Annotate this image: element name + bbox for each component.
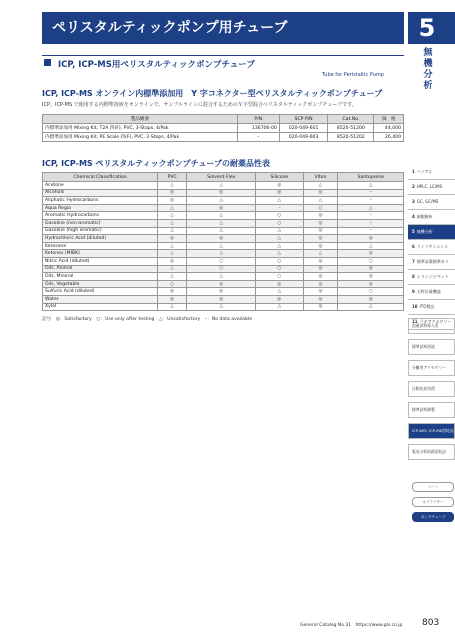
rating-cell: ◎	[187, 280, 256, 288]
category-pill[interactable]: ポンプチューブ	[412, 512, 454, 522]
table-row	[43, 250, 404, 258]
rating-cell: △	[256, 250, 303, 258]
sidebar-item-label: GC, GC/MS	[416, 199, 439, 204]
sidebar-item-2[interactable]	[408, 180, 455, 195]
rating-cell: ○	[256, 212, 303, 220]
rating-cell: △	[158, 204, 187, 212]
rating-cell: ◎	[303, 303, 338, 311]
sidebar-item-10[interactable]	[408, 300, 455, 315]
chapter-tab	[408, 12, 455, 44]
sidebar-item-label: シリンジピペット	[416, 274, 449, 279]
sidebar-item-6[interactable]	[408, 240, 455, 255]
table-row	[43, 227, 404, 235]
rating-cell: ◎	[303, 189, 338, 197]
rating-cell: ○	[338, 288, 404, 296]
rating-cell: △	[187, 242, 256, 250]
rating-cell: ◎	[303, 295, 338, 303]
table-row	[43, 235, 404, 243]
sidebar-item-4[interactable]	[408, 210, 455, 225]
chemical-name: Alcohols	[43, 189, 158, 197]
sidebar-item-3[interactable]	[408, 195, 455, 210]
rating-cell: △	[158, 227, 187, 235]
sidebar-item-number: 8	[412, 274, 415, 279]
column-header: 価 格	[374, 115, 404, 124]
sidebar-item-8[interactable]	[408, 270, 455, 285]
rating-cell: △	[187, 303, 256, 311]
page-title: ペリスタルティックポンプ用チューブ	[52, 20, 288, 36]
rating-cell: △	[256, 242, 303, 250]
rating-cell: △	[158, 250, 187, 258]
rating-cell: △	[158, 242, 187, 250]
sidebar-item-number: 2	[412, 184, 415, 189]
rating-cell: ◎	[303, 235, 338, 243]
sidebar-item-number: 1	[412, 169, 415, 174]
sub-sidebar-item[interactable]: 流量試料導入系	[408, 318, 455, 334]
sidebar-item-number: 11	[412, 319, 418, 324]
rating-cell: ◎	[338, 280, 404, 288]
column-header: Santoprene	[338, 173, 404, 182]
rating-cell: ◎	[303, 257, 338, 265]
column-header: Cat.No.	[328, 115, 374, 124]
rating-cell: △	[303, 182, 338, 190]
sidebar-item-label: HPLC, LC/MS	[416, 184, 443, 189]
rating-cell: ◎	[303, 212, 338, 220]
chemical-name: Aqua Regia	[43, 204, 158, 212]
rating-cell: ○	[158, 280, 187, 288]
sub-sidebar-item[interactable]: 自動化前処理	[408, 381, 455, 397]
column-header: P/N	[237, 115, 279, 124]
product-table	[42, 114, 404, 142]
table-row	[43, 257, 404, 265]
section-title: ICP, ICP-MS用ペリスタルティックポンプチューブ	[58, 60, 255, 70]
sidebar-item-number: 7	[412, 259, 415, 264]
category-pill[interactable]: コーン	[412, 482, 454, 492]
table-row	[43, 182, 404, 190]
sidebar-item-label: 天秤計量機器	[416, 289, 441, 294]
sidebar-item-label: 標準試薬標準ガス	[416, 259, 449, 264]
rating-cell: ◎	[303, 265, 338, 273]
rating-cell: ◎	[338, 273, 404, 281]
sidebar-item-number: 9	[412, 289, 415, 294]
rating-cell: ◎	[187, 288, 256, 296]
sidebar-item-number: 10	[412, 304, 418, 309]
rating-cell: △	[256, 288, 303, 296]
rating-cell: △	[338, 303, 404, 311]
rating-cell: ◎	[158, 197, 187, 205]
rating-cell: △	[303, 197, 338, 205]
rating-cell: –	[338, 212, 404, 220]
rating-cell: △	[256, 197, 303, 205]
sub-sidebar	[408, 318, 455, 465]
chemical-name: Nitric Acid (diluted)	[43, 257, 158, 265]
chemical-name: Oils, Animal	[43, 265, 158, 273]
rating-cell: ◎	[303, 242, 338, 250]
chemical-name: Gasoline (high aromatic)	[43, 227, 158, 235]
sub-sidebar-item[interactable]: ICP-AES, ICP-MS消耗品	[408, 423, 455, 439]
table-row	[43, 273, 404, 281]
rating-cell: △	[256, 227, 303, 235]
chemical-name: Sulfuric Acid (diluted)	[43, 288, 158, 296]
chemical-name: Xylol	[43, 303, 158, 311]
rating-cell: ○	[303, 204, 338, 212]
chemical-name: Acetone	[43, 182, 158, 190]
rating-cell: ◎	[256, 182, 303, 190]
section-subtitle: Tube for Peristaltic Pump	[322, 72, 384, 78]
rating-cell: –	[256, 204, 303, 212]
table-row: 内標準添加用 Mixing Kit, T2A 四(F), PVC, 3-Stops, 4/Pak 136706-00 020-049-601 8520-51200 44,000	[43, 124, 404, 133]
column-header: Silicone	[256, 173, 303, 182]
category-pill[interactable]: ネブライザー	[412, 497, 454, 507]
rating-cell: ◎	[158, 288, 187, 296]
rating-cell: △	[338, 182, 404, 190]
rating-cell: ◎	[338, 235, 404, 243]
chemical-name: Oils, Vegetable	[43, 280, 158, 288]
rating-cell: ◎	[158, 189, 187, 197]
rating-cell: ○	[187, 265, 256, 273]
rating-cell: ◎	[158, 295, 187, 303]
rating-cell: ◎	[256, 189, 303, 197]
section-marker-icon	[44, 59, 51, 66]
rating-cell: △	[158, 219, 187, 227]
rating-cell: △	[158, 303, 187, 311]
column-header: Solvent Flex	[187, 173, 256, 182]
table-row	[43, 197, 404, 205]
rating-cell: △	[303, 250, 338, 258]
table-row	[43, 303, 404, 311]
rating-cell: △	[158, 212, 187, 220]
sidebar-item-label: ラボアクセサリー	[419, 319, 452, 324]
rating-cell: △	[187, 197, 256, 205]
rating-cell: ◎	[256, 295, 303, 303]
footer-catalog: General Catalog No.31 https://www.gls.co.jp	[300, 623, 403, 628]
chemical-name: Kerosene	[43, 242, 158, 250]
chemical-name: Water	[43, 295, 158, 303]
legend: 記号 ◎：Satisfactory ○：Use only after testing △：Unsatisfactory –：No data available	[42, 317, 253, 322]
sidebar-item-label: バイアル	[416, 169, 433, 174]
rating-cell: △	[338, 242, 404, 250]
sidebar-item-5[interactable]	[408, 225, 455, 240]
table-row	[43, 204, 404, 212]
rating-cell: –	[338, 189, 404, 197]
rating-cell: △	[187, 273, 256, 281]
page-number: 803	[422, 618, 440, 628]
subsection-description: ICP、ICP-MS で使用する内標準溶液をオンラインで、サンプルラインに混合するためのＹ字型混合ペリスタルティックポンプチューブです。	[42, 102, 357, 108]
rating-cell: △	[187, 182, 256, 190]
header-subtitle: Tube for Peristaltic Pump	[322, 35, 384, 41]
chapter-sidebar	[408, 165, 455, 330]
rating-cell: ◎	[187, 204, 256, 212]
table-row	[43, 295, 404, 303]
sidebar-item-label: 無機分析	[416, 229, 433, 234]
rating-cell: ◎	[303, 227, 338, 235]
sidebar-item-label: ITO製品	[419, 304, 435, 309]
rating-cell: △	[187, 250, 256, 258]
rating-cell: –	[338, 197, 404, 205]
rating-cell: ○	[338, 257, 404, 265]
sidebar-item-9[interactable]	[408, 285, 455, 300]
rating-cell: –	[338, 227, 404, 235]
subsection-title: ICP, ICP-MS オンライン内標準添加用 Y 字コネクター型ペリスタルティックポンプチューブ	[42, 89, 383, 98]
rating-cell: ◎	[158, 257, 187, 265]
rating-cell: ◎	[303, 280, 338, 288]
sub-sidebar-item[interactable]: 分離用アクセサリー	[408, 360, 455, 376]
table-row	[43, 280, 404, 288]
rating-cell: ◎	[338, 250, 404, 258]
rating-cell: △	[187, 219, 256, 227]
column-header: 製品概要	[43, 115, 238, 124]
rating-cell: ○	[256, 219, 303, 227]
rating-cell: ○	[256, 265, 303, 273]
chemical-name: Oils, Mineral	[43, 273, 158, 281]
rating-cell: ○	[256, 257, 303, 265]
rating-cell: △	[187, 227, 256, 235]
sidebar-item-number: 5	[412, 229, 415, 234]
table-row	[43, 242, 404, 250]
rating-cell: △	[338, 204, 404, 212]
rating-cell: ◎	[158, 235, 187, 243]
sidebar-item-label: 細胞解析	[416, 214, 433, 219]
chapter-number: 5	[418, 14, 436, 42]
sub-sidebar-item[interactable]: 標準試料溶液	[408, 339, 455, 355]
chemical-name: Aromatic Hydrocarbons	[43, 212, 158, 220]
rating-cell: △	[158, 182, 187, 190]
resistance-title: ICP, ICP-MS ペリスタルティックポンプチューブの耐薬品性表	[42, 159, 271, 168]
column-header: Chemical Classification	[43, 173, 158, 182]
resistance-table	[42, 172, 404, 311]
table-row	[43, 288, 404, 296]
sidebar-item-7[interactable]	[408, 255, 455, 270]
table-row	[43, 219, 404, 227]
chemical-name: Gasoline (non-aromatic)	[43, 219, 158, 227]
rating-cell: ○	[256, 273, 303, 281]
rating-cell: △	[187, 212, 256, 220]
rating-cell: ◎	[303, 288, 338, 296]
rating-cell: –	[338, 219, 404, 227]
rating-cell: ◎	[338, 265, 404, 273]
rating-cell: ◎	[187, 189, 256, 197]
sidebar-item-1[interactable]	[408, 165, 455, 180]
sub-sidebar-item[interactable]: 電気分析流路消耗品	[408, 444, 455, 460]
table-row	[43, 212, 404, 220]
column-header: PVC	[158, 173, 187, 182]
rating-cell: ◎	[338, 295, 404, 303]
rating-cell: △	[256, 235, 303, 243]
rating-cell: ○	[187, 257, 256, 265]
table-row	[43, 189, 404, 197]
rating-cell: ◎	[303, 219, 338, 227]
chemical-name: Aliphatic Hydrocarbons	[43, 197, 158, 205]
sub-sidebar-item[interactable]: 標準試料調製	[408, 402, 455, 418]
table-row: 内標準添加用 Mixing Kit, PE Scale 四(F), PVC, 2-Stops, 4/Pak – 020-049-603 8520-51202 26,400	[43, 133, 404, 142]
sidebar-item-number: 4	[412, 214, 415, 219]
rating-cell: △	[158, 273, 187, 281]
rating-cell: △	[256, 303, 303, 311]
chemical-name: Hydrochloric Acid (diluted)	[43, 235, 158, 243]
column-header: SCP P/N	[279, 115, 327, 124]
rating-cell: ◎	[256, 280, 303, 288]
sidebar-item-number: 3	[412, 199, 415, 204]
sidebar-item-number: 6	[412, 244, 415, 249]
rating-cell: ◎	[303, 273, 338, 281]
column-header: Viton	[303, 173, 338, 182]
rating-cell: ◎	[187, 295, 256, 303]
sidebar-item-label: ライフサイエンス	[416, 244, 448, 249]
chemical-name: Ketones (MIBK)	[43, 250, 158, 258]
chapter-label: 無機分析	[423, 48, 433, 91]
table-row	[43, 265, 404, 273]
rating-cell: ◎	[187, 235, 256, 243]
rating-cell: △	[158, 265, 187, 273]
